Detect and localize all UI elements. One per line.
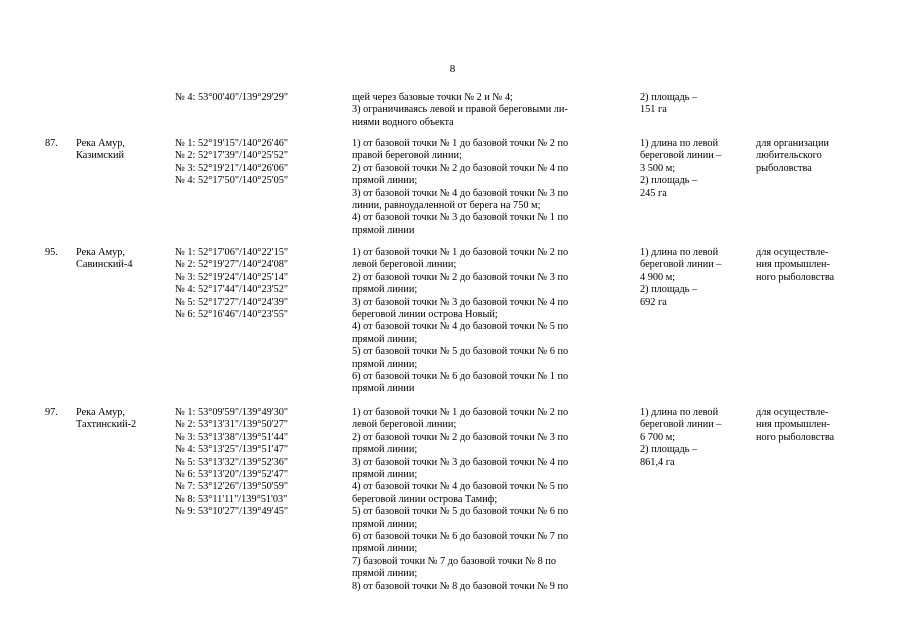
parameter-line: береговой линии – <box>640 259 722 271</box>
row-number: 87. <box>45 138 58 149</box>
description-line: прямой линии; <box>352 568 418 580</box>
parameter-line: береговой линии – <box>640 419 722 431</box>
description-line: правой береговой линии; <box>352 150 462 162</box>
description-line: левой береговой линии; <box>352 419 457 431</box>
description-line: щей через базовые точки № 2 и № 4; <box>352 92 513 103</box>
description-line: прямой линии; <box>352 444 418 456</box>
coordinate-line: № 4: 52°17'44"/140°23'52" <box>175 284 289 296</box>
description-line: 2) от базовой точки № 2 до базовой точки № 3 по <box>352 271 569 283</box>
coordinate-line: № 4: 52°17'50"/140°25'05" <box>175 175 289 187</box>
row-number: 97. <box>45 407 58 418</box>
purpose-line: ного рыболовства <box>756 271 835 283</box>
coordinates-list <box>175 92 345 104</box>
description-line: береговой линии острова Тамиф; <box>352 493 498 505</box>
coordinates-list <box>175 138 345 188</box>
usage-purpose <box>756 247 864 284</box>
purpose-line: ного рыболовства <box>756 431 835 443</box>
purpose-line: любительского <box>756 150 822 162</box>
name-line: Река Амур, <box>76 138 125 149</box>
description-line: левой береговой линии; <box>352 259 457 271</box>
coordinate-line: № 4: 53°00'40"/139°29'29" <box>175 92 289 103</box>
boundary-description <box>352 407 634 593</box>
description-line: прямой линии <box>352 224 415 236</box>
coordinate-line: № 4: 53°13'25"/139°51'47" <box>175 444 289 456</box>
description-line: прямой линии; <box>352 175 418 187</box>
coordinate-line: № 3: 52°19'24"/140°25'14" <box>175 271 289 283</box>
description-line: 5) от базовой точки № 5 до базовой точки № 6 по <box>352 346 569 358</box>
parameter-line: 1) длина по левой <box>640 138 719 149</box>
description-line: прямой линии; <box>352 518 418 530</box>
description-line: 4) от базовой точки № 3 до базовой точки № 1 по <box>352 212 569 224</box>
name-line: Казимский <box>76 150 124 162</box>
parameter-line: береговой линии – <box>640 150 722 162</box>
description-line: 3) от базовой точки № 3 до базовой точки № 4 по <box>352 296 569 308</box>
description-line: прямой линии; <box>352 333 418 345</box>
parameter-line: 2) площадь – <box>640 175 698 187</box>
description-line: 5) от базовой точки № 5 до базовой точки № 6 по <box>352 506 569 518</box>
water-body-name <box>76 407 172 432</box>
parameter-line: 3 500 м; <box>640 162 676 174</box>
description-line: 6) от базовой точки № 6 до базовой точки № 7 по <box>352 531 569 543</box>
description-line: 3) от базовой точки № 4 до базовой точки № 3 по <box>352 187 569 199</box>
description-line: 6) от базовой точки № 6 до базовой точки № 1 по <box>352 371 569 383</box>
boundary-description <box>352 247 634 396</box>
parameter-line: 151 га <box>640 104 667 116</box>
row-number: 95. <box>45 247 58 258</box>
parameter-line: 2) площадь – <box>640 92 698 103</box>
coordinate-line: № 1: 52°17'06"/140°22'15" <box>175 247 289 258</box>
parameter-line: 4 900 м; <box>640 271 676 283</box>
parameter-line: 6 700 м; <box>640 431 676 443</box>
coordinate-line: № 5: 52°17'27"/140°24'39" <box>175 296 289 308</box>
usage-purpose <box>756 407 864 444</box>
purpose-line: для осуществле- <box>756 407 829 418</box>
coordinate-line: № 3: 52°19'21"/140°26'06" <box>175 162 289 174</box>
page-number: 8 <box>449 63 456 75</box>
coordinate-line: № 7: 53°12'26"/139°50'59" <box>175 481 289 493</box>
area-parameters <box>640 138 750 200</box>
coordinate-line: № 2: 52°17'39"/140°25'52" <box>175 150 289 162</box>
description-line: 2) от базовой точки № 2 до базовой точки № 3 по <box>352 431 569 443</box>
parameter-line: 692 га <box>640 296 667 308</box>
water-body-name <box>76 247 172 272</box>
description-line: 7) базовой точки № 7 до базовой точки № 8 по <box>352 555 557 567</box>
name-line: Река Амур, <box>76 407 125 418</box>
parameter-line: 245 га <box>640 187 667 199</box>
parameter-line: 2) площадь – <box>640 284 698 296</box>
coordinate-line: № 2: 53°13'31"/139°50'27" <box>175 419 289 431</box>
usage-purpose <box>756 138 864 175</box>
description-line: линии, равноудаленной от берега на 750 м; <box>352 200 541 212</box>
purpose-line: для организации <box>756 138 829 149</box>
coordinate-line: № 6: 52°16'46"/140°23'55" <box>175 309 289 321</box>
description-line: 4) от базовой точки № 4 до базовой точки № 5 по <box>352 321 569 333</box>
coordinates-list <box>175 247 345 321</box>
purpose-line: ния промышлен- <box>756 419 830 431</box>
water-body-name <box>76 138 172 163</box>
area-parameters <box>640 407 750 469</box>
purpose-line: рыболовства <box>756 162 812 174</box>
description-line: прямой линии; <box>352 358 418 370</box>
description-line: 2) от базовой точки № 2 до базовой точки № 4 по <box>352 162 569 174</box>
description-line: прямой линии; <box>352 284 418 296</box>
area-parameters <box>640 247 750 309</box>
coordinate-line: № 1: 53°09'59"/139°49'30" <box>175 407 289 418</box>
coordinate-line: № 2: 52°19'27"/140°24'08" <box>175 259 289 271</box>
description-line: прямой линии <box>352 383 415 395</box>
description-line: прямой линии; <box>352 469 418 481</box>
description-line: прямой линии; <box>352 543 418 555</box>
name-line: Река Амур, <box>76 247 125 258</box>
description-line: 1) от базовой точки № 1 до базовой точки № 2 по <box>352 138 569 149</box>
area-parameters <box>640 92 750 117</box>
purpose-line: для осуществле- <box>756 247 829 258</box>
coordinate-line: № 8: 53°11'11"/139°51'03" <box>175 493 288 505</box>
coordinates-list <box>175 407 345 519</box>
description-line: ниями водного объекта <box>352 116 454 128</box>
coordinate-line: № 6: 53°13'20"/139°52'47" <box>175 469 289 481</box>
name-line: Савинский-4 <box>76 259 133 271</box>
description-line: 1) от базовой точки № 1 до базовой точки № 2 по <box>352 407 569 418</box>
coordinate-line: № 5: 53°13'32"/139°52'36" <box>175 456 289 468</box>
description-line: береговой линии острова Новый; <box>352 309 498 321</box>
purpose-line: ния промышлен- <box>756 259 830 271</box>
description-line: 3) от базовой точки № 3 до базовой точки № 4 по <box>352 456 569 468</box>
coordinate-line: № 3: 53°13'38"/139°51'44" <box>175 431 289 443</box>
parameter-line: 1) длина по левой <box>640 407 719 418</box>
description-line: 4) от базовой точки № 4 до базовой точки № 5 по <box>352 481 569 493</box>
description-line: 8) от базовой точки № 8 до базовой точки № 9 по <box>352 580 569 592</box>
coordinate-line: № 1: 52°19'15"/140°26'46" <box>175 138 289 149</box>
boundary-description <box>352 92 634 129</box>
name-line: Тахтинский-2 <box>76 419 137 431</box>
description-line: 3) ограничиваясь левой и правой береговыми ли- <box>352 104 568 116</box>
boundary-description <box>352 138 634 237</box>
description-line: 1) от базовой точки № 1 до базовой точки № 2 по <box>352 247 569 258</box>
parameter-line: 1) длина по левой <box>640 247 719 258</box>
parameter-line: 861,4 га <box>640 456 675 468</box>
coordinate-line: № 9: 53°10'27"/139°49'45" <box>175 506 289 518</box>
parameter-line: 2) площадь – <box>640 444 698 456</box>
